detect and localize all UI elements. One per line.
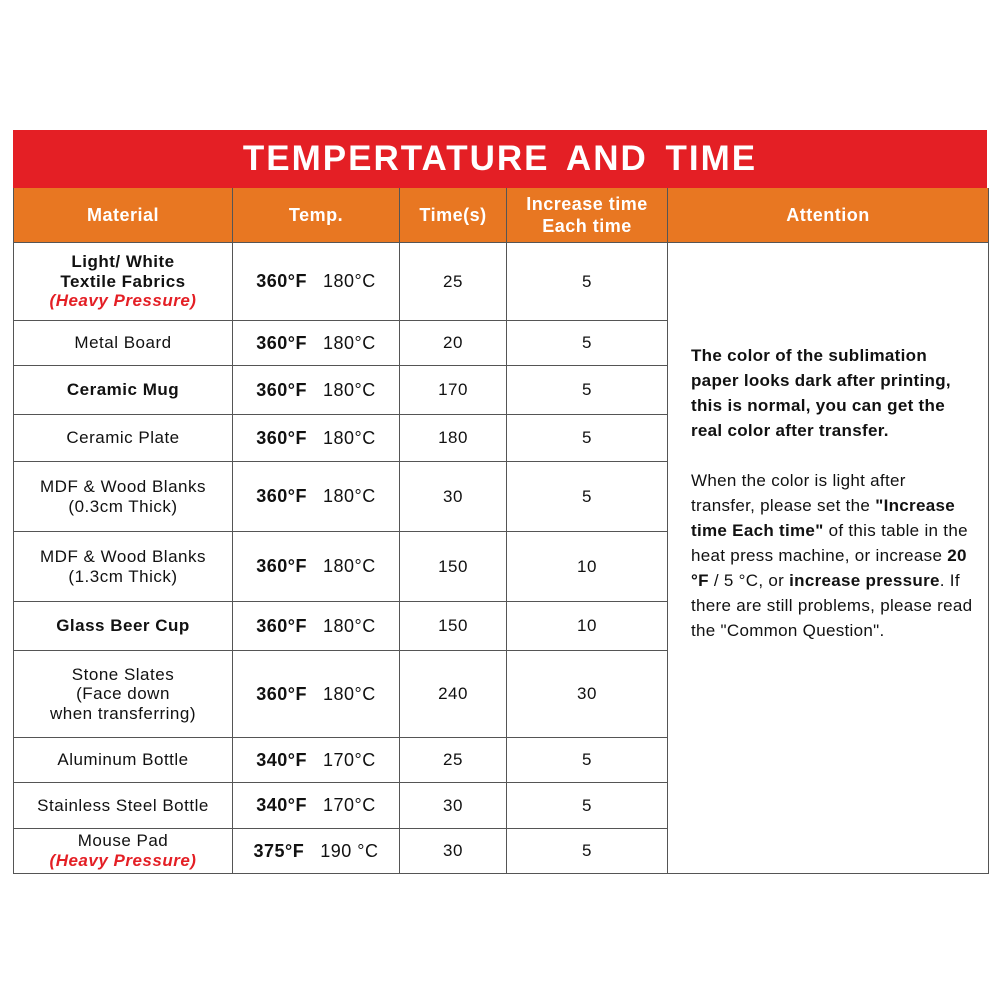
header-material: Material (14, 188, 233, 243)
header-time: Time(s) (400, 188, 507, 243)
material-cell (14, 602, 233, 651)
temp-celsius: 180°C (323, 332, 376, 353)
header-temp: Temp. (233, 188, 400, 243)
time-cell: 150 (400, 602, 507, 651)
attention-text: When the color is light after transfer, please set the (691, 471, 906, 515)
increase-cell: 5 (507, 738, 668, 783)
header-row (14, 188, 989, 243)
temp-cell (233, 738, 400, 783)
material-cell (14, 321, 233, 366)
temp-cell (233, 829, 400, 874)
material-cell (14, 366, 233, 415)
attention-text: / 5 °C, or (708, 571, 790, 590)
material-cell (14, 829, 233, 874)
material-cell (14, 243, 233, 321)
time-cell: 25 (400, 243, 507, 321)
temp-cell (233, 783, 400, 829)
increase-cell: 30 (507, 651, 668, 738)
temp-cell (233, 602, 400, 651)
material-line: MDF & Wood Blanks (40, 546, 206, 566)
material-line: Stone Slates (71, 664, 175, 684)
material-line: Aluminum Bottle (57, 750, 189, 770)
time-cell: 180 (400, 415, 507, 462)
material-cell (14, 783, 233, 829)
material-line: (1.3cm Thick) (68, 566, 178, 586)
time-cell: 170 (400, 366, 507, 415)
header-increase-line1: Increase time (526, 193, 648, 214)
attention-bold-paragraph: The color of the sublimation paper looks dark after printing, this is normal, you can get the real color after transfer. (691, 346, 951, 440)
heavy-pressure-note: (Heavy Pressure) (49, 851, 197, 870)
temp-fahrenheit: 360°F (256, 486, 307, 507)
time-cell: 30 (400, 462, 507, 532)
attention-instructions (691, 468, 974, 643)
temp-fahrenheit: 360°F (256, 615, 307, 636)
temp-celsius: 180°C (323, 427, 376, 448)
material-line: Stainless Steel Bottle (37, 795, 209, 815)
material-cell (14, 415, 233, 462)
temp-celsius: 170°C (323, 749, 376, 770)
temp-cell (233, 651, 400, 738)
temp-celsius: 180°C (323, 271, 376, 292)
material-cell (14, 532, 233, 602)
temp-celsius: 190 °C (320, 840, 379, 861)
temp-cell (233, 243, 400, 321)
time-cell: 240 (400, 651, 507, 738)
material-line: Textile Fabrics (60, 271, 186, 291)
time-cell: 30 (400, 783, 507, 829)
temp-cell (233, 415, 400, 462)
attention-text: of this table in the heat press machine, or increase (691, 521, 968, 565)
time-cell: 150 (400, 532, 507, 602)
material-line: MDF & Wood Blanks (40, 476, 206, 496)
page-title: TEMPERTATURE AND TIME (242, 139, 758, 178)
header-increase (507, 188, 668, 243)
title-banner (13, 130, 987, 188)
settings-table (13, 188, 989, 874)
temp-cell (233, 532, 400, 602)
attention-text: . If there are still problems, please read the "Common Question". (691, 571, 973, 640)
increase-cell: 5 (507, 462, 668, 532)
increase-cell: 5 (507, 366, 668, 415)
increase-cell: 5 (507, 321, 668, 366)
temp-celsius: 180°C (323, 379, 376, 400)
temp-fahrenheit: 360°F (256, 427, 307, 448)
temp-cell (233, 321, 400, 366)
temp-celsius: 180°C (323, 556, 376, 577)
temp-fahrenheit: 360°F (256, 379, 307, 400)
header-increase-line2: Each time (542, 216, 632, 236)
time-cell: 30 (400, 829, 507, 874)
increase-cell: 5 (507, 243, 668, 321)
material-cell (14, 738, 233, 783)
material-cell (14, 651, 233, 738)
temp-fahrenheit: 360°F (256, 556, 307, 577)
material-line: Glass Beer Cup (56, 616, 190, 636)
temp-fahrenheit: 340°F (256, 795, 307, 816)
temp-celsius: 180°C (323, 615, 376, 636)
material-line: Light/ White (71, 252, 175, 272)
material-line: Metal Board (74, 333, 172, 353)
temp-fahrenheit: 340°F (256, 749, 307, 770)
material-line: (Face down (76, 684, 170, 704)
temp-cell (233, 366, 400, 415)
increase-cell: 5 (507, 783, 668, 829)
material-line: when transferring) (49, 703, 196, 723)
heavy-pressure-note: (Heavy Pressure) (49, 291, 197, 311)
temp-celsius: 170°C (323, 795, 376, 816)
attention-emphasis: increase pressure (789, 571, 940, 590)
increase-cell: 5 (507, 415, 668, 462)
temp-fahrenheit: 360°F (256, 683, 307, 704)
table-row (14, 243, 989, 321)
time-cell: 20 (400, 321, 507, 366)
increase-cell: 5 (507, 829, 668, 874)
increase-cell: 10 (507, 602, 668, 651)
temp-fahrenheit: 360°F (256, 271, 307, 292)
material-cell (14, 462, 233, 532)
temp-fahrenheit: 360°F (256, 332, 307, 353)
material-line: Mouse Pad (77, 831, 169, 851)
material-line: (0.3cm Thick) (68, 496, 178, 516)
material-line: Ceramic Plate (66, 428, 180, 448)
temp-celsius: 180°C (323, 683, 376, 704)
attention-cell (668, 243, 989, 874)
material-line: Ceramic Mug (66, 380, 180, 400)
temp-celsius: 180°C (323, 486, 376, 507)
temp-cell (233, 462, 400, 532)
header-attention: Attention (668, 188, 989, 243)
attention-emphasis: 20 °F (691, 546, 967, 590)
increase-cell: 10 (507, 532, 668, 602)
time-cell: 25 (400, 738, 507, 783)
temp-fahrenheit: 375°F (253, 840, 305, 861)
attention-emphasis: "Increase time Each time" (691, 496, 955, 540)
temperature-time-sheet (13, 130, 987, 874)
